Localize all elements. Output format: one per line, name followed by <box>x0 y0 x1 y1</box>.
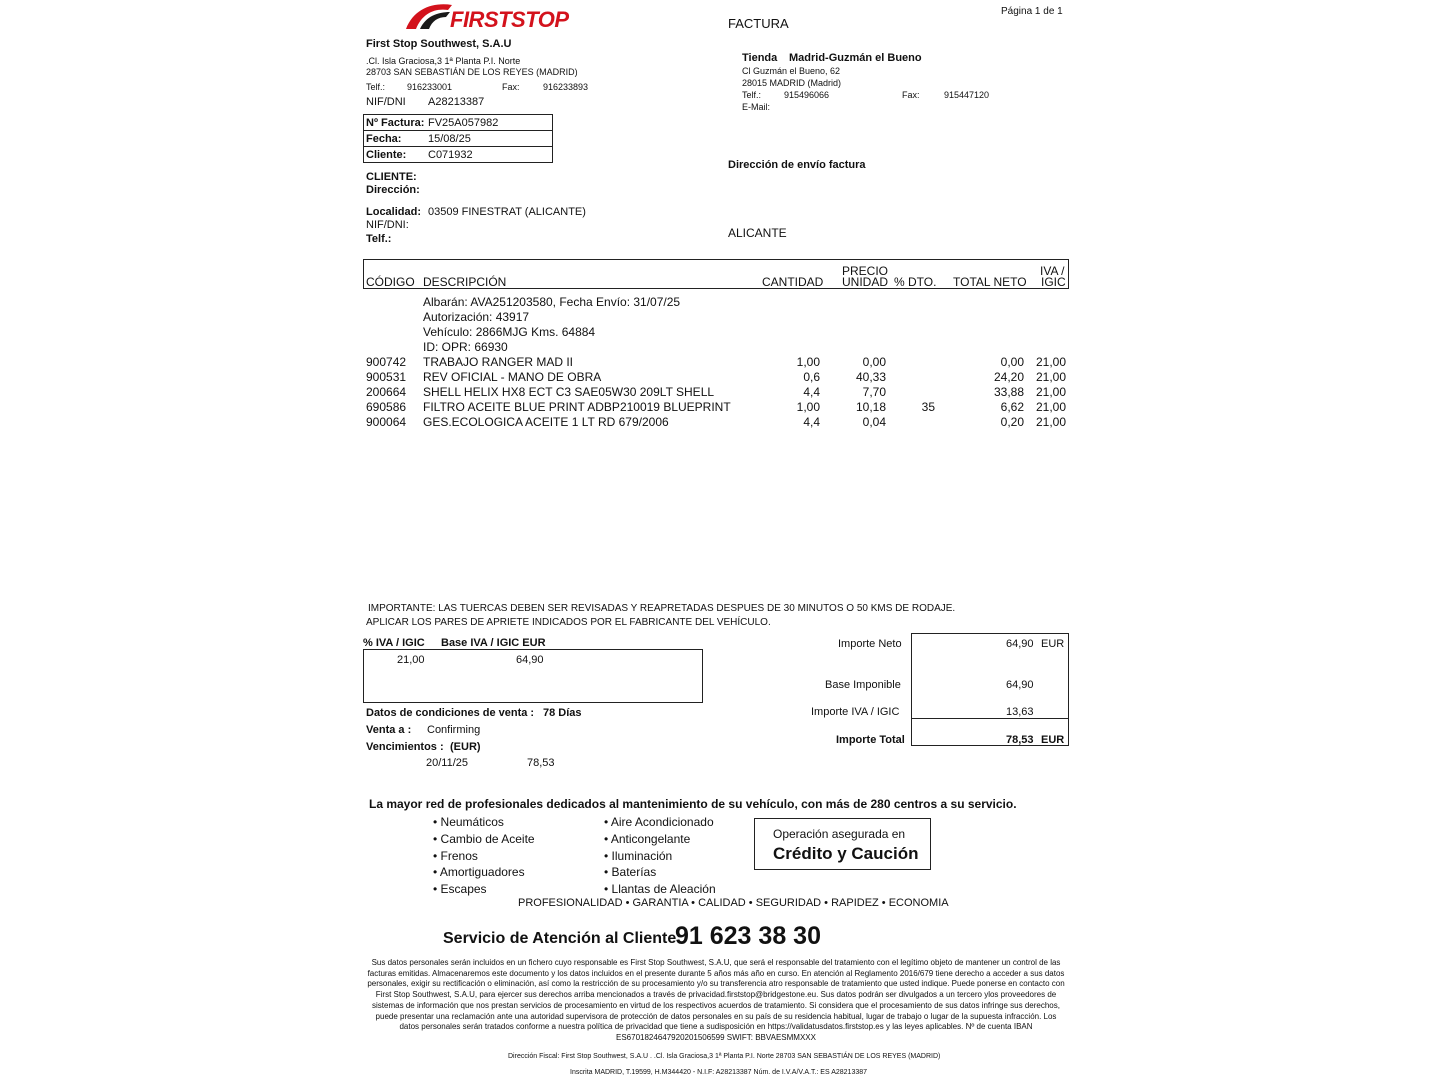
store-address-1: Cl Guzmán el Bueno, 62 <box>742 66 841 76</box>
services-right <box>604 814 716 898</box>
note-line: Autorización: 43917 <box>423 310 530 324</box>
shipping-label: Dirección de envío factura <box>728 159 866 171</box>
iva-amount-label: Importe IVA / IGIC <box>811 706 900 718</box>
company-logo <box>404 2 569 32</box>
divider <box>363 130 553 131</box>
item-qty: 0,6 <box>803 370 820 384</box>
item-code: 900742 <box>366 355 407 369</box>
item-total: 6,62 <box>1000 400 1024 414</box>
company-tel: 916233001 <box>407 82 453 92</box>
item-dto: 35 <box>921 400 935 414</box>
tax-base: 64,90 <box>516 654 544 666</box>
due-date: 20/11/25 <box>426 757 469 769</box>
item-iva: 21,00 <box>1035 385 1066 399</box>
invoice-client: C071932 <box>428 149 473 161</box>
company-fax-label: Fax: <box>502 82 520 92</box>
store-fax-label: Fax: <box>902 90 920 100</box>
service-item: • Anticongelante <box>604 831 691 846</box>
iva-amount: 13,63 <box>1006 706 1034 718</box>
company-nif: A28213387 <box>428 96 485 108</box>
header-iva: IVA / <box>1040 264 1065 278</box>
services-left <box>433 814 535 898</box>
table-header <box>363 259 1069 289</box>
invoice-lines <box>366 295 1066 430</box>
service-item: • Neumáticos <box>433 815 504 829</box>
header-cantidad: CANTIDAD <box>762 275 824 289</box>
sale-value: Confirming <box>427 724 481 736</box>
item-price: 0,00 <box>862 355 886 369</box>
invoice-client-label: Cliente: <box>366 149 407 161</box>
service-item: • Amortiguadores <box>433 865 525 880</box>
tax-header-base: Base IVA / IGIC EUR <box>441 637 546 649</box>
shipping-city: ALICANTE <box>728 226 787 240</box>
customer-address-label: Dirección: <box>366 184 420 196</box>
company-address-2: 28703 SAN SEBASTIÁN DE LOS REYES (MADRID) <box>366 67 578 77</box>
service-item: • Iluminación <box>604 848 673 863</box>
service-item: • Aire Acondicionado <box>604 815 714 829</box>
customer-nif-label: NIF/DNI: <box>366 219 409 231</box>
due-currency: (EUR) <box>450 741 481 753</box>
important-notice-2: APLICAR LOS PARES DE APRIETE INDICADOS POR EL FABRICANTE DEL VEHÍCULO. <box>366 617 771 628</box>
due-label: Vencimientos : <box>366 741 444 753</box>
item-price: 7,70 <box>862 385 886 399</box>
item-iva: 21,00 <box>1035 355 1066 369</box>
store-tel: 915496066 <box>784 90 830 100</box>
registry-info: Inscrita MADRID, T.19599, H.M344420 - N.I.F: A28213387 Núm. de I.V.A/V.A.T.: ES A28213387 <box>570 1069 868 1076</box>
header-total: TOTAL NETO <box>953 275 1027 289</box>
conditions-value: 78 Días <box>543 707 582 719</box>
store-address-2: 28015 MADRID (Madrid) <box>742 78 842 88</box>
total-neto-currency: EUR <box>1041 638 1065 650</box>
fiscal-address: Dirección Fiscal: First Stop Southwest, S.A.U . .Cl. Isla Graciosa,3 1ª Planta P.I. Norte 28703 SAN SEBASTIÁN DE LOS REYES (MADRID) <box>508 1053 941 1060</box>
table-row <box>366 400 1066 415</box>
item-qty: 4,4 <box>803 415 820 429</box>
customer-tel-label: Telf.: <box>366 233 392 245</box>
header-descripcion: DESCRIPCIÓN <box>423 275 507 289</box>
legal-text: Sus datos personales serán incluidos en un fichero cuyo responsable es First Stop Southwest, S.A.U, que será el responsable del tratamiento con el legítimo objeto de mantener un control de las facturas emitidas. Almacenaremos este documento y los datos incluidos en el presente durante 5 años más año en curso. En atención al Reglamento 2016/679 tiene derecho a acceder a sus datos personales, exigir su rectificación o eliminación, así como la restricción de su procesamiento y/o su transferencia atro responsable de tratamiento que usted indique. Puede ponerse en contacto con First Stop Southwest, S.A.U, para ejercer sus derechos arriba mencionados a través de privacidad.firststop@bridgestone.eu. Sus datos podrán ser divulgados a un tercero ylos proveedores de sistemas de información que nos prestan servicios de procesamiento en virtud de los respectivos acuerdos de tratamiento. Si considera que el procesamiento de sus datos infringe sus derechos, puede presentar una reclamación ante una autoridad supervisora de protección de datos personales en su país de su residencia habitual, lugar de trabajo o lugar de la supuesta infracción. Los datos personales serán tratados conforme a nuestra política de privacidad que tiene a sudisposición en https://validatusdatos.firststop.es y las leyes aplicables. Nº de cuenta IBAN ES6701824647920201506599 SWIFT: BBVAESMMXXX <box>367 958 1065 1042</box>
header-igic: IGIC <box>1041 275 1066 289</box>
item-iva: 21,00 <box>1035 370 1066 384</box>
customer-city-label: Localidad: <box>366 206 422 218</box>
total-label: Importe Total <box>836 734 905 746</box>
item-desc: TRABAJO RANGER MAD II <box>423 355 574 369</box>
invoice-date-label: Fecha: <box>366 133 402 145</box>
important-notice-1: IMPORTANTE: LAS TUERCAS DEBEN SER REVISADAS Y REAPRETADAS DESPUES DE 30 MINUTOS O 50 KMS DE RODAJE. <box>368 603 956 614</box>
item-code: 690586 <box>366 400 407 414</box>
item-total: 0,20 <box>1000 415 1024 429</box>
credit-insurance-box <box>754 818 931 870</box>
divider <box>911 718 1069 719</box>
conditions-label: Datos de condiciones de venta : <box>366 707 535 719</box>
item-desc: GES.ECOLOGICA ACEITE 1 LT RD 679/2006 <box>423 415 669 429</box>
table-row <box>366 355 1066 370</box>
company-nif-label: NIF/DNI <box>366 96 406 108</box>
base-imponible: 64,90 <box>1006 679 1034 691</box>
header-unidad: UNIDAD <box>842 275 889 289</box>
logo-swoosh-icon <box>404 2 454 32</box>
promo-headline: La mayor red de profesionales dedicados al mantenimiento de su vehículo, con más de 280 centros a su servicio. <box>369 797 1017 811</box>
item-code: 200664 <box>366 385 407 399</box>
item-desc: REV OFICIAL - MANO DE OBRA <box>423 370 602 384</box>
table-row <box>366 415 1066 430</box>
credit-line-2: Crédito y Caución <box>773 844 919 863</box>
item-total: 24,20 <box>993 370 1024 384</box>
item-total: 33,88 <box>993 385 1024 399</box>
store-email-label: E-Mail: <box>742 102 771 112</box>
store-label: Tienda <box>742 52 778 64</box>
item-price: 10,18 <box>855 400 886 414</box>
store-name: Madrid-Guzmán el Bueno <box>789 52 922 64</box>
values-line: PROFESIONALIDAD • GARANTIA • CALIDAD • SEGURIDAD • RAPIDEZ • ECONOMIA <box>518 897 949 909</box>
tax-header-pct: % IVA / IGIC <box>363 637 425 649</box>
company-address-1: .Cl. Isla Graciosa,3 1ª Planta P.I. Norte <box>366 56 521 66</box>
service-phone: 91 623 38 30 <box>675 922 821 950</box>
company-name: First Stop Southwest, S.A.U <box>366 38 512 50</box>
base-imponible-label: Base Imponible <box>825 679 901 691</box>
service-item: • Escapes <box>433 882 487 897</box>
note-line: Vehículo: 2866MJG Kms. 64884 <box>423 325 596 339</box>
header-codigo: CÓDIGO <box>366 275 415 289</box>
divider <box>363 146 553 147</box>
item-price: 0,04 <box>862 415 886 429</box>
service-item: • Llantas de Aleación <box>604 882 716 897</box>
header-precio: PRECIO <box>842 264 889 278</box>
item-iva: 21,00 <box>1035 415 1066 429</box>
table-row <box>366 385 1066 400</box>
page-number: Página 1 de 1 <box>1001 6 1063 17</box>
service-item: • Cambio de Aceite <box>433 831 535 846</box>
header-dto: % DTO. <box>894 275 937 289</box>
note-line: Albarán: AVA251203580, Fecha Envío: 31/07/25 <box>423 295 681 309</box>
invoice-date: 15/08/25 <box>428 133 471 145</box>
company-fax: 916233893 <box>543 82 589 92</box>
store-tel-label: Telf.: <box>742 90 762 100</box>
service-item: • Baterías <box>604 865 657 880</box>
total-currency: EUR <box>1041 734 1065 746</box>
due-amount: 78,53 <box>527 757 555 769</box>
service-item: • Frenos <box>433 848 478 863</box>
table-row <box>366 370 1066 385</box>
item-desc: SHELL HELIX HX8 ECT C3 SAE05W30 209LT SHELL <box>423 385 715 399</box>
item-code: 900064 <box>366 415 407 429</box>
total-neto-label: Importe Neto <box>838 638 902 650</box>
tax-pct: 21,00 <box>397 654 425 666</box>
document-title: FACTURA <box>728 16 789 31</box>
customer-label: CLIENTE: <box>366 171 417 183</box>
customer-city: 03509 FINESTRAT (ALICANTE) <box>428 206 586 218</box>
store-fax: 915447120 <box>944 90 990 100</box>
service-label: Servicio de Atención al Cliente: <box>443 930 682 947</box>
invoice-number-label: Nº Factura: <box>366 117 425 129</box>
item-code: 900531 <box>366 370 407 384</box>
company-tel-label: Telf.: <box>366 82 386 92</box>
sale-label: Venta a : <box>366 724 412 736</box>
total-neto: 64,90 <box>1006 638 1034 650</box>
item-price: 40,33 <box>855 370 886 384</box>
invoice-number: FV25A057982 <box>428 117 499 129</box>
credit-line-1: Operación asegurada en <box>773 827 906 841</box>
item-qty: 1,00 <box>796 355 820 369</box>
item-qty: 4,4 <box>803 385 820 399</box>
logo-text: FIRSTSTOP <box>450 7 569 32</box>
total-amount: 78,53 <box>1006 734 1034 746</box>
item-iva: 21,00 <box>1035 400 1066 414</box>
item-total: 0,00 <box>1000 355 1024 369</box>
item-qty: 1,00 <box>796 400 820 414</box>
note-line: ID: OPR: 66930 <box>423 340 508 354</box>
item-desc: FILTRO ACEITE BLUE PRINT ADBP210019 BLUEPRINT <box>423 400 731 414</box>
